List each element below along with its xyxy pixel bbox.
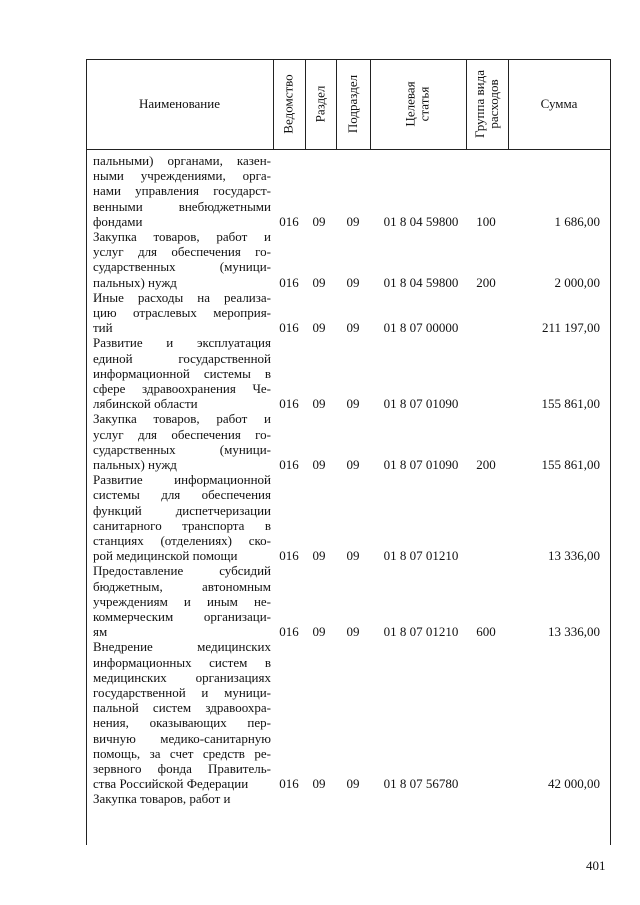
table-row — [86, 153, 610, 229]
row-name-line: Предоставление субсидий — [93, 563, 271, 579]
cell-cs: 01 8 04 59800 — [383, 274, 459, 290]
row-name-line: помощь, за счет средств ре- — [93, 745, 271, 761]
table-row — [86, 791, 610, 806]
header-grp — [466, 59, 508, 149]
header-cs-label — [404, 81, 432, 126]
cell-razdel: 09 — [312, 320, 326, 336]
header-ved-label: Ведомство — [281, 74, 296, 134]
header-podrazdel-label: Подраздел — [345, 74, 361, 134]
row-name-line: системы для обеспечения — [93, 487, 271, 503]
row-name-line: бюджетным, автономным — [93, 578, 271, 594]
row-name-line: Закупка товаров, работ и — [93, 791, 231, 807]
cell-grp: 200 — [476, 457, 496, 473]
cell-cs: 01 8 07 56780 — [383, 776, 459, 792]
row-name-line: пальных) нужд — [93, 274, 177, 290]
row-name — [93, 563, 271, 639]
row-name-line: функций диспетчеризации — [93, 502, 271, 518]
row-name-line: цию отраслевых мероприя- — [93, 304, 271, 320]
cell-cs: 01 8 07 01210 — [383, 624, 459, 640]
row-name-line: медицинских организациях — [93, 669, 271, 685]
row-name — [93, 791, 271, 806]
header-sum-label: Сумма — [540, 96, 578, 111]
cell-podrazdel: 09 — [346, 548, 360, 564]
table-row — [86, 290, 610, 336]
cell-razdel: 09 — [312, 214, 326, 229]
cell-podrazdel: 09 — [346, 776, 360, 792]
cell-sum: 155 861,00 — [541, 396, 600, 412]
row-name-line: лябинской области — [93, 396, 198, 412]
row-name-line: ства Российской Федерации — [93, 776, 249, 792]
row-name-line: пальных) нужд — [93, 456, 177, 472]
table-row — [86, 411, 610, 472]
cell-razdel: 09 — [312, 457, 326, 473]
cell-podrazdel: 09 — [346, 214, 360, 229]
row-name-line: Внедрение медицинских — [93, 639, 271, 655]
cell-razdel: 09 — [312, 776, 326, 792]
row-name-line: станциях (отделениях) ско- — [93, 532, 271, 548]
header-separator — [86, 149, 610, 150]
table-row — [86, 472, 610, 563]
header-ved — [273, 59, 305, 149]
row-name-line: фондами — [93, 213, 143, 229]
row-name — [93, 290, 271, 336]
cell-sum: 13 336,00 — [548, 624, 600, 640]
header-podrazdel — [336, 59, 370, 149]
cell-grp: 600 — [476, 624, 496, 640]
table-row — [86, 563, 610, 639]
cell-ved: 016 — [279, 457, 299, 473]
cell-podrazdel: 09 — [346, 624, 360, 640]
cell-ved: 016 — [279, 624, 299, 640]
row-name-line: Развитие и эксплуатация — [93, 335, 271, 351]
row-name-line: учреждениям и иным не- — [93, 593, 271, 609]
header-cs-line-1: Целевая — [402, 81, 418, 127]
header-name — [86, 59, 273, 149]
cell-razdel: 09 — [312, 624, 326, 640]
row-name-line: информационных систем в — [93, 654, 271, 670]
row-name-line: нения, оказывающих пер- — [93, 715, 271, 731]
row-name-line: вичную медико-санитарную — [93, 730, 271, 746]
cell-podrazdel: 09 — [346, 457, 360, 473]
page-number: 401 — [586, 858, 606, 873]
row-name — [93, 229, 271, 290]
table-row — [86, 335, 610, 411]
row-name-line: ными учреждениями, орга- — [93, 168, 271, 184]
header-razdel — [305, 59, 336, 149]
cell-grp: 100 — [476, 214, 496, 229]
row-name-line: нами управления государст- — [93, 183, 271, 199]
row-name-line: Иные расходы на реализа- — [93, 289, 271, 305]
header-cs-line-2: статья — [416, 86, 432, 122]
cell-ved: 016 — [279, 274, 299, 290]
cell-razdel: 09 — [312, 548, 326, 564]
budget-table — [86, 59, 610, 845]
cell-ved: 016 — [279, 396, 299, 412]
row-name — [93, 472, 271, 563]
header-grp-line-1: Группа вида — [472, 70, 488, 138]
row-name-line: сударственных (муници- — [93, 441, 271, 457]
row-name-line: сфере здравоохранения Че- — [93, 380, 271, 396]
row-name-line: информационной системы в — [93, 365, 271, 381]
row-name-line: Закупка товаров, работ и — [93, 411, 271, 427]
cell-podrazdel: 09 — [346, 274, 360, 290]
row-name-line: рой медицинской помощи — [93, 548, 238, 564]
cell-razdel: 09 — [312, 396, 326, 412]
row-name-line: ям — [93, 624, 108, 640]
cell-sum: 155 861,00 — [541, 457, 600, 473]
row-name-line: Развитие информационной — [93, 472, 271, 488]
cell-cs: 01 8 07 01210 — [383, 548, 459, 564]
cell-razdel: 09 — [312, 274, 326, 290]
row-name-line: пальной систем здравоохра- — [93, 700, 271, 716]
row-name — [93, 335, 271, 411]
header-grp-line-2: расходов — [486, 79, 502, 129]
cell-cs: 01 8 04 59800 — [383, 214, 459, 229]
cell-ved: 016 — [279, 548, 299, 564]
row-name-line: коммерческим организаци- — [93, 608, 271, 624]
row-name-line: услуг для обеспечения го- — [93, 244, 271, 260]
cell-podrazdel: 09 — [346, 396, 360, 412]
cell-ved: 016 — [279, 776, 299, 792]
cell-grp: 200 — [476, 274, 496, 290]
cell-sum: 1 686,00 — [554, 214, 600, 229]
table-border-right — [610, 59, 611, 845]
header-grp-label — [473, 70, 501, 138]
row-name-line: зервного фонда Правитель- — [93, 760, 271, 776]
cell-cs: 01 8 07 00000 — [383, 320, 459, 336]
cell-cs: 01 8 07 01090 — [383, 457, 459, 473]
header-name-label: Наименование — [139, 96, 220, 111]
row-name — [93, 411, 271, 472]
table-row — [86, 639, 610, 791]
cell-sum: 42 000,00 — [548, 776, 600, 792]
row-name-line: услуг для обеспечения го- — [93, 426, 271, 442]
row-name-line: Закупка товаров, работ и — [93, 229, 271, 244]
cell-sum: 2 000,00 — [554, 274, 600, 290]
cell-sum: 211 197,00 — [541, 320, 600, 336]
cell-sum: 13 336,00 — [548, 548, 600, 564]
header-razdel-label: Раздел — [312, 85, 328, 123]
cell-cs: 01 8 07 01090 — [383, 396, 459, 412]
row-name — [93, 639, 271, 791]
row-name — [93, 153, 271, 229]
row-name-line: тий — [93, 320, 113, 336]
row-name-line: венными внебюджетными — [93, 198, 271, 214]
header-cs — [370, 59, 466, 149]
row-name-line: пальными) органами, казен- — [93, 153, 271, 168]
row-name-line: санитарного транспорта в — [93, 517, 271, 533]
row-name-line: сударственных (муници- — [93, 259, 271, 275]
header-sum — [508, 59, 610, 149]
cell-ved: 016 — [279, 214, 299, 229]
cell-ved: 016 — [279, 320, 299, 336]
row-name-line: единой государственной — [93, 350, 271, 366]
table-row — [86, 229, 610, 290]
cell-podrazdel: 09 — [346, 320, 360, 336]
row-name-line: государственной и муници- — [93, 684, 271, 700]
